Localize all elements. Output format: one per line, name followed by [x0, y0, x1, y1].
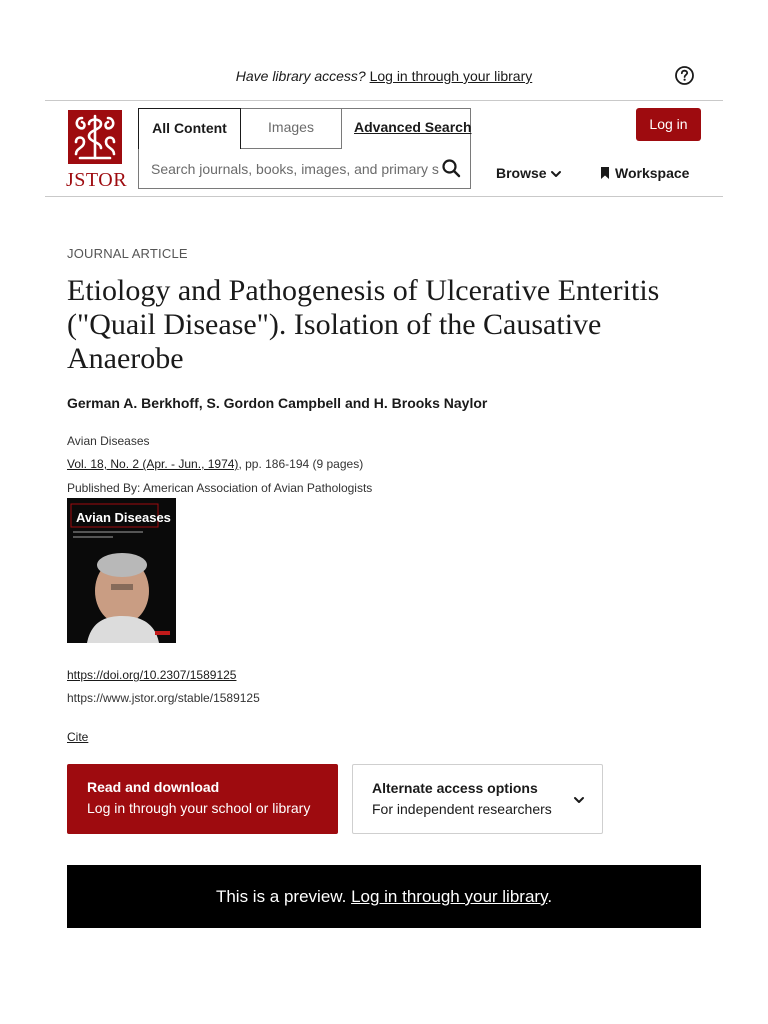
journal-name: Avian Diseases — [67, 434, 150, 448]
preview-end: . — [547, 887, 553, 906]
browse-menu[interactable]: Browse — [496, 165, 547, 181]
page-range: , pp. 186-194 (9 pages) — [238, 457, 364, 471]
library-access-banner — [0, 64, 768, 88]
preview-login-link[interactable]: Log in through your library — [351, 887, 548, 906]
alternate-access-button[interactable] — [352, 764, 603, 834]
stable-url: https://www.jstor.org/stable/1589125 — [67, 691, 260, 705]
chevron-down-icon[interactable] — [550, 169, 562, 179]
alt-button-subtitle: For independent researchers — [372, 801, 552, 817]
tab-all-content[interactable]: All Content — [138, 108, 241, 149]
article-authors: German A. Berkhoff, S. Gordon Campbell and H. Brooks Naylor — [67, 395, 488, 411]
magnifier-icon[interactable] — [441, 158, 461, 178]
workspace-link[interactable]: Workspace — [615, 165, 690, 181]
publisher-info: Published By: American Association of Avian Pathologists — [67, 481, 373, 495]
journal-cover-image[interactable] — [67, 498, 176, 643]
question-circle-icon[interactable] — [674, 65, 695, 86]
preview-text: This is a preview. — [215, 887, 352, 906]
alt-button-title: Alternate access options — [372, 780, 538, 796]
jstor-wordmark: JSTOR — [66, 169, 128, 191]
bookmark-icon[interactable] — [600, 166, 610, 180]
doi-link[interactable]: https://doi.org/10.2307/1589125 — [67, 668, 237, 682]
jstor-logo[interactable] — [66, 108, 128, 192]
tab-images[interactable]: Images — [241, 108, 342, 149]
issue-link[interactable]: Vol. 18, No. 2 (Apr. - Jun., 1974) — [67, 457, 239, 471]
issue-info — [67, 456, 363, 472]
read-button-title: Read and download — [87, 779, 220, 795]
read-button-subtitle: Log in through your school or library — [87, 800, 311, 816]
article-type-label: JOURNAL ARTICLE — [67, 246, 188, 261]
library-access-question: Have library access? — [235, 68, 366, 84]
article-title: Etiology and Pathogenesis of Ulcerative Enteritis ("Quail Disease"). Isolation of the Causative Anaerobe — [67, 274, 660, 375]
chevron-down-icon[interactable] — [573, 795, 585, 805]
login-button[interactable]: Log in — [636, 108, 701, 141]
cover-title: Avian Diseases — [76, 510, 171, 525]
header-top-divider — [45, 100, 723, 101]
cite-link[interactable]: Cite — [67, 730, 89, 744]
search-input[interactable] — [139, 150, 439, 188]
advanced-search-link[interactable]: Advanced Search — [354, 119, 472, 135]
library-login-link[interactable]: Log in through your library — [369, 68, 533, 84]
preview-banner — [67, 865, 701, 928]
read-and-download-button[interactable] — [67, 764, 338, 834]
header-bottom-divider — [45, 196, 723, 197]
